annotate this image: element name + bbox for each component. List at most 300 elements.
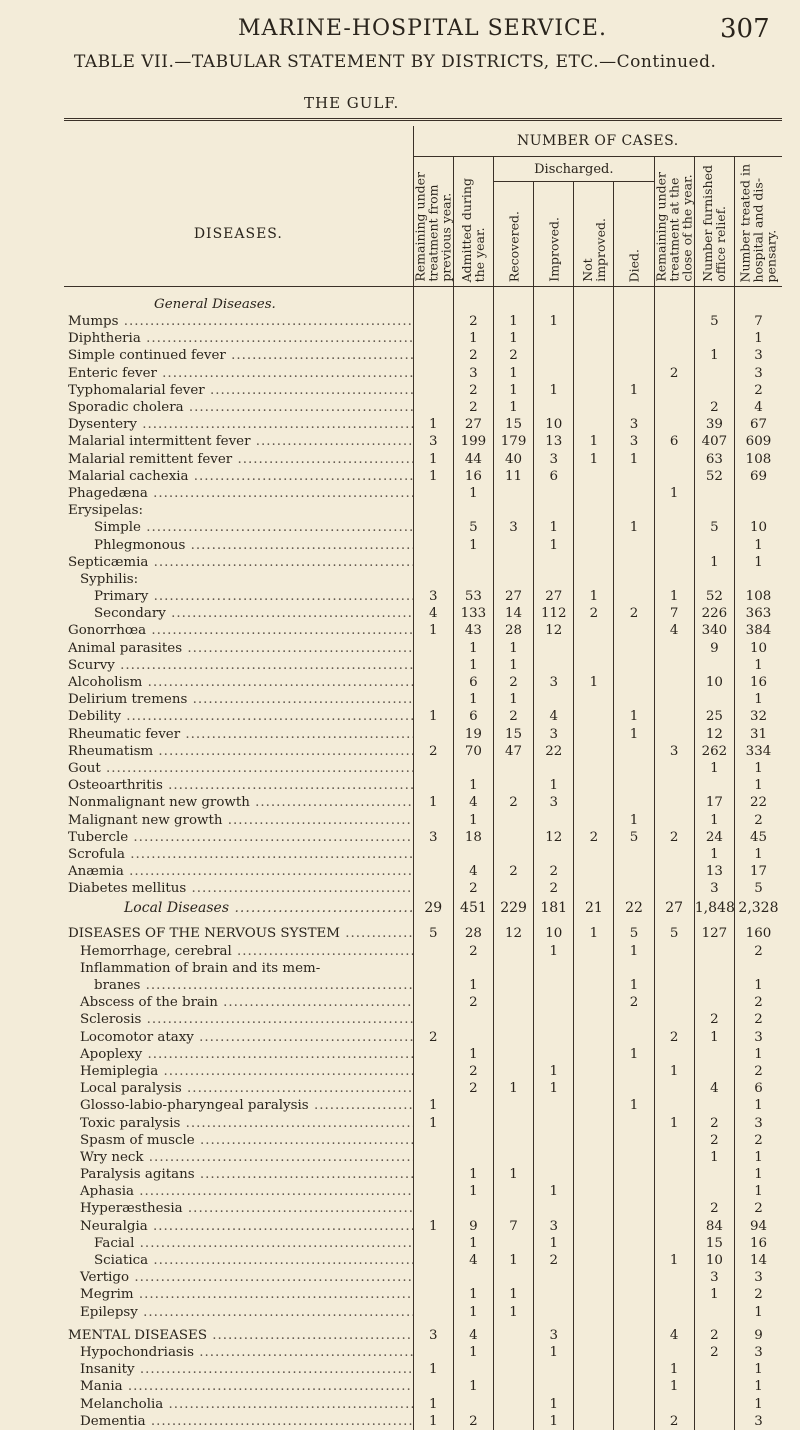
- value-cell: 3: [413, 588, 453, 605]
- value-cell: [413, 1378, 453, 1395]
- value-cell: [614, 846, 654, 863]
- value-cell: 32: [734, 708, 782, 725]
- value-cell: 1: [614, 708, 654, 725]
- disease-name: Neuralgia .....: [64, 1218, 413, 1235]
- value-cell: 2: [453, 313, 493, 330]
- value-cell: 1: [574, 588, 614, 605]
- table-row: [64, 1235, 782, 1252]
- value-cell: 4: [694, 1080, 734, 1097]
- value-cell: [453, 1029, 493, 1046]
- value-cell: 451: [453, 897, 493, 919]
- value-cell: [413, 811, 453, 828]
- value-cell: [413, 657, 453, 674]
- table-row: [64, 1114, 782, 1131]
- value-cell: 24: [694, 829, 734, 846]
- value-cell: [614, 1218, 654, 1235]
- col-not-improved-header: Not improved.: [574, 182, 614, 287]
- disease-name: Primary .....: [64, 588, 413, 605]
- value-cell: [574, 943, 614, 960]
- value-cell: [654, 994, 694, 1011]
- value-cell: [493, 1063, 533, 1080]
- value-cell: [413, 1132, 453, 1149]
- value-cell: [453, 1011, 493, 1028]
- value-cell: 1: [453, 811, 493, 828]
- value-cell: [694, 994, 734, 1011]
- table-row: [64, 502, 782, 519]
- table-row: [64, 743, 782, 760]
- value-cell: [574, 1132, 614, 1149]
- value-cell: [654, 777, 694, 794]
- value-cell: 1: [654, 1114, 694, 1131]
- value-cell: 363: [734, 605, 782, 622]
- disease-name: Scurvy .....: [64, 657, 413, 674]
- value-cell: [574, 1046, 614, 1063]
- value-cell: [574, 880, 614, 897]
- value-cell: [654, 880, 694, 897]
- value-cell: [493, 1097, 533, 1114]
- value-cell: 1: [614, 977, 654, 994]
- disease-name: Scrofula .....: [64, 846, 413, 863]
- value-cell: [694, 365, 734, 382]
- disease-name-cell: [64, 1304, 413, 1321]
- value-cell: [574, 1080, 614, 1097]
- value-cell: 13: [534, 433, 574, 450]
- value-cell: 2: [534, 863, 574, 880]
- running-head: [0, 6, 800, 46]
- value-cell: 22: [734, 794, 782, 811]
- value-cell: 12: [534, 829, 574, 846]
- value-cell: 69: [734, 468, 782, 485]
- disease-name-cell: [64, 1235, 413, 1252]
- value-cell: [654, 1304, 694, 1321]
- table-row: [64, 399, 782, 416]
- value-cell: [493, 829, 533, 846]
- value-cell: [574, 1252, 614, 1269]
- value-cell: 27: [534, 588, 574, 605]
- value-cell: [694, 943, 734, 960]
- disease-name: branes .....: [64, 977, 413, 994]
- value-cell: [694, 330, 734, 347]
- value-cell: 2: [453, 347, 493, 364]
- value-cell: [614, 1235, 654, 1252]
- value-cell: [413, 536, 453, 553]
- value-cell: 2: [694, 1327, 734, 1344]
- table-row: [64, 1344, 782, 1361]
- value-cell: [413, 485, 453, 502]
- value-cell: [413, 1183, 453, 1200]
- value-cell: 15: [493, 726, 533, 743]
- table-row: [64, 588, 782, 605]
- value-cell: [654, 943, 694, 960]
- value-cell: 226: [694, 605, 734, 622]
- blank-corner-2: [64, 157, 413, 182]
- value-cell: 14: [734, 1252, 782, 1269]
- value-cell: [534, 994, 574, 1011]
- value-cell: [413, 1286, 453, 1303]
- table-row: [64, 726, 782, 743]
- disease-name: Megrim .....: [64, 1286, 413, 1303]
- disease-name: Facial .....: [64, 1235, 413, 1252]
- value-cell: 1: [654, 485, 694, 502]
- value-cell: [614, 760, 654, 777]
- disease-name: Sciatica .....: [64, 1252, 413, 1269]
- value-cell: [574, 1183, 614, 1200]
- disease-name: Paralysis agitans .....: [64, 1166, 413, 1183]
- value-cell: [453, 287, 493, 314]
- value-cell: [493, 571, 533, 588]
- value-cell: 1: [413, 1218, 453, 1235]
- value-cell: [614, 1304, 654, 1321]
- value-cell: [453, 1149, 493, 1166]
- table-row: [64, 657, 782, 674]
- value-cell: 1: [694, 760, 734, 777]
- value-cell: [694, 571, 734, 588]
- value-cell: 1: [614, 811, 654, 828]
- value-cell: 1: [534, 1063, 574, 1080]
- value-cell: 17: [694, 794, 734, 811]
- table-row: [64, 811, 782, 828]
- value-cell: 2: [493, 674, 533, 691]
- value-cell: [614, 1413, 654, 1430]
- value-cell: [534, 846, 574, 863]
- disease-name-cell: [64, 743, 413, 760]
- value-cell: [534, 1361, 574, 1378]
- value-cell: [453, 1361, 493, 1378]
- disease-name: Aphasia .....: [64, 1183, 413, 1200]
- value-cell: [534, 1269, 574, 1286]
- value-cell: 84: [694, 1218, 734, 1235]
- value-cell: [614, 347, 654, 364]
- value-cell: [694, 1046, 734, 1063]
- value-cell: [413, 382, 453, 399]
- value-cell: [574, 1063, 614, 1080]
- value-cell: [654, 846, 694, 863]
- disease-name: Abscess of the brain .....: [64, 994, 413, 1011]
- value-cell: 1: [493, 1286, 533, 1303]
- value-cell: 18: [453, 829, 493, 846]
- value-cell: [654, 571, 694, 588]
- value-cell: 2: [453, 994, 493, 1011]
- value-cell: 4: [453, 794, 493, 811]
- value-cell: [574, 708, 614, 725]
- table-row: [64, 640, 782, 657]
- disease-name-cell: [64, 485, 413, 502]
- value-cell: [614, 399, 654, 416]
- value-cell: [574, 794, 614, 811]
- value-cell: [493, 1183, 533, 1200]
- value-cell: [654, 726, 694, 743]
- value-cell: 22: [614, 897, 654, 919]
- value-cell: 1: [453, 977, 493, 994]
- value-cell: 334: [734, 743, 782, 760]
- disease-name: Wry neck .....: [64, 1149, 413, 1166]
- value-cell: [534, 330, 574, 347]
- value-cell: [654, 674, 694, 691]
- value-cell: 2: [734, 382, 782, 399]
- value-cell: 28: [493, 622, 533, 639]
- value-cell: 1: [734, 1097, 782, 1114]
- value-cell: [614, 365, 654, 382]
- value-cell: [493, 536, 533, 553]
- value-cell: [654, 416, 694, 433]
- value-cell: 3: [413, 829, 453, 846]
- value-cell: [574, 1235, 614, 1252]
- value-cell: 1: [493, 691, 533, 708]
- value-cell: 28: [453, 925, 493, 942]
- value-cell: 47: [493, 743, 533, 760]
- value-cell: 7: [654, 605, 694, 622]
- table-row: [64, 1252, 782, 1269]
- statistics-table: [64, 126, 782, 1430]
- table-row: [64, 382, 782, 399]
- value-cell: 16: [734, 1235, 782, 1252]
- value-cell: [574, 1361, 614, 1378]
- value-cell: 1: [734, 846, 782, 863]
- disease-name-cell: [64, 605, 413, 622]
- value-cell: 2: [694, 1200, 734, 1217]
- value-cell: 52: [694, 588, 734, 605]
- value-cell: [614, 1149, 654, 1166]
- value-cell: [614, 1183, 654, 1200]
- disease-name: DISEASES OF THE NERVOUS SYSTEM .....: [64, 925, 413, 942]
- value-cell: [614, 1395, 654, 1412]
- value-cell: 2: [694, 1344, 734, 1361]
- disease-name: Glosso-labio-pharyngeal paralysis .....: [64, 1097, 413, 1114]
- disease-name-cell: [64, 829, 413, 846]
- table-row: [64, 760, 782, 777]
- value-cell: [654, 1132, 694, 1149]
- value-cell: 160: [734, 925, 782, 942]
- table-row: [64, 1304, 782, 1321]
- disease-name: Local Diseases .....: [64, 900, 413, 917]
- value-cell: [413, 571, 453, 588]
- value-cell: 1: [534, 1413, 574, 1430]
- district-heading: THE GULF.: [304, 94, 400, 112]
- table-row: [64, 943, 782, 960]
- value-cell: 3: [413, 1327, 453, 1344]
- value-cell: [614, 588, 654, 605]
- value-cell: 6: [453, 708, 493, 725]
- table-row: [64, 880, 782, 897]
- disease-name-cell: [64, 1200, 413, 1217]
- value-cell: [413, 943, 453, 960]
- value-cell: [614, 674, 654, 691]
- value-cell: 1: [614, 1046, 654, 1063]
- value-cell: 1: [493, 330, 533, 347]
- disease-name-cell: [64, 502, 413, 519]
- value-cell: [654, 640, 694, 657]
- table-row: [64, 313, 782, 330]
- table-row: [64, 846, 782, 863]
- col-remaining-header: Remaining under treatment from previous year.: [413, 157, 453, 287]
- table-row: [64, 622, 782, 639]
- disease-name: Locomotor ataxy .....: [64, 1029, 413, 1046]
- value-cell: 1: [574, 451, 614, 468]
- table-row: [64, 1166, 782, 1183]
- table-row: [64, 1413, 782, 1430]
- value-cell: [574, 811, 614, 828]
- value-cell: [614, 863, 654, 880]
- value-cell: [493, 1378, 533, 1395]
- value-cell: 1: [413, 1413, 453, 1430]
- value-cell: [654, 1183, 694, 1200]
- value-cell: [694, 691, 734, 708]
- value-cell: 5: [413, 925, 453, 942]
- value-cell: [413, 863, 453, 880]
- value-cell: [694, 1395, 734, 1412]
- value-cell: [413, 519, 453, 536]
- disease-name-cell: [64, 330, 413, 347]
- value-cell: 2: [694, 1011, 734, 1028]
- disease-name: Malarial cachexia .....: [64, 468, 413, 485]
- value-cell: 5: [614, 829, 654, 846]
- value-cell: [614, 1327, 654, 1344]
- value-cell: 1: [694, 846, 734, 863]
- value-cell: [413, 1235, 453, 1252]
- table-row: [64, 519, 782, 536]
- value-cell: 3: [694, 1269, 734, 1286]
- disease-name-cell: [64, 287, 413, 314]
- value-cell: [534, 1286, 574, 1303]
- value-cell: [574, 1097, 614, 1114]
- disease-name: Syphilis:: [80, 571, 139, 587]
- value-cell: 2: [534, 880, 574, 897]
- value-cell: 5: [694, 519, 734, 536]
- value-cell: 2,328: [734, 897, 782, 919]
- value-cell: [493, 777, 533, 794]
- value-cell: [654, 313, 694, 330]
- value-cell: 1: [734, 977, 782, 994]
- value-cell: 3: [534, 1218, 574, 1235]
- value-cell: [534, 1046, 574, 1063]
- value-cell: 4: [453, 1327, 493, 1344]
- value-cell: 2: [453, 880, 493, 897]
- value-cell: [574, 1149, 614, 1166]
- value-cell: [654, 691, 694, 708]
- value-cell: 1: [453, 1304, 493, 1321]
- value-cell: [534, 485, 574, 502]
- value-cell: 1: [654, 1361, 694, 1378]
- value-cell: 2: [493, 347, 533, 364]
- value-cell: [694, 960, 734, 977]
- value-cell: 1: [413, 622, 453, 639]
- discharged-group-header: Discharged.: [493, 157, 654, 182]
- value-cell: 10: [734, 640, 782, 657]
- value-cell: [614, 502, 654, 519]
- value-cell: [493, 1200, 533, 1217]
- value-cell: 2: [734, 811, 782, 828]
- table-row: [64, 485, 782, 502]
- value-cell: 1: [694, 1029, 734, 1046]
- value-cell: 6: [654, 433, 694, 450]
- value-cell: 44: [453, 451, 493, 468]
- disease-name-cell: [64, 1327, 413, 1344]
- table-row: [64, 1286, 782, 1303]
- disease-name-cell: [64, 1097, 413, 1114]
- value-cell: 25: [694, 708, 734, 725]
- value-cell: [654, 760, 694, 777]
- value-cell: [614, 485, 654, 502]
- value-cell: 1: [534, 519, 574, 536]
- value-cell: 2: [453, 1080, 493, 1097]
- disease-name-cell: [64, 1395, 413, 1412]
- disease-name: Gonorrhœa .....: [64, 622, 413, 639]
- value-cell: 2: [453, 382, 493, 399]
- column-group-header: NUMBER OF CASES.: [413, 126, 782, 157]
- value-cell: [694, 1097, 734, 1114]
- value-cell: 5: [734, 880, 782, 897]
- value-cell: [534, 1029, 574, 1046]
- value-cell: 2: [694, 1132, 734, 1149]
- table-row: [64, 994, 782, 1011]
- disease-name: Mania .....: [64, 1378, 413, 1395]
- value-cell: 16: [453, 468, 493, 485]
- value-cell: [614, 794, 654, 811]
- value-cell: [654, 794, 694, 811]
- value-cell: [654, 347, 694, 364]
- value-cell: [413, 1304, 453, 1321]
- value-cell: 1: [453, 657, 493, 674]
- value-cell: 1: [574, 674, 614, 691]
- value-cell: 2: [734, 1286, 782, 1303]
- disease-name-cell: [64, 1046, 413, 1063]
- value-cell: [534, 1304, 574, 1321]
- value-cell: [694, 382, 734, 399]
- value-cell: [574, 485, 614, 502]
- value-cell: [574, 536, 614, 553]
- value-cell: [413, 977, 453, 994]
- value-cell: [493, 1114, 533, 1131]
- disease-name: Hyperæsthesia .....: [64, 1200, 413, 1217]
- value-cell: [694, 657, 734, 674]
- value-cell: [413, 880, 453, 897]
- value-cell: [614, 777, 654, 794]
- value-cell: 27: [493, 588, 533, 605]
- value-cell: 1: [694, 554, 734, 571]
- value-cell: 1: [574, 433, 614, 450]
- table-row: [64, 960, 782, 977]
- value-cell: [614, 640, 654, 657]
- value-cell: 1: [734, 760, 782, 777]
- value-cell: [574, 1269, 614, 1286]
- value-cell: 10: [694, 674, 734, 691]
- value-cell: [574, 1395, 614, 1412]
- value-cell: [493, 960, 533, 977]
- running-title: MARINE-HOSPITAL SERVICE.: [238, 16, 607, 41]
- value-cell: [614, 554, 654, 571]
- value-cell: 16: [734, 674, 782, 691]
- value-cell: [534, 287, 574, 314]
- value-cell: 1: [493, 1252, 533, 1269]
- value-cell: [654, 287, 694, 314]
- value-cell: 1: [413, 468, 453, 485]
- value-cell: 1: [734, 1395, 782, 1412]
- table-row: [64, 1132, 782, 1149]
- value-cell: [694, 777, 734, 794]
- table-row: [64, 1029, 782, 1046]
- value-cell: [574, 640, 614, 657]
- value-cell: 2: [734, 943, 782, 960]
- value-cell: 112: [534, 605, 574, 622]
- value-cell: 11: [493, 468, 533, 485]
- col-treated-header: Number treated in hospital and dis- pensary.: [734, 157, 782, 287]
- value-cell: [734, 287, 782, 314]
- disease-name: Rheumatic fever .....: [64, 726, 413, 743]
- value-cell: 2: [413, 1029, 453, 1046]
- value-cell: [574, 416, 614, 433]
- value-cell: [614, 1252, 654, 1269]
- value-cell: [413, 960, 453, 977]
